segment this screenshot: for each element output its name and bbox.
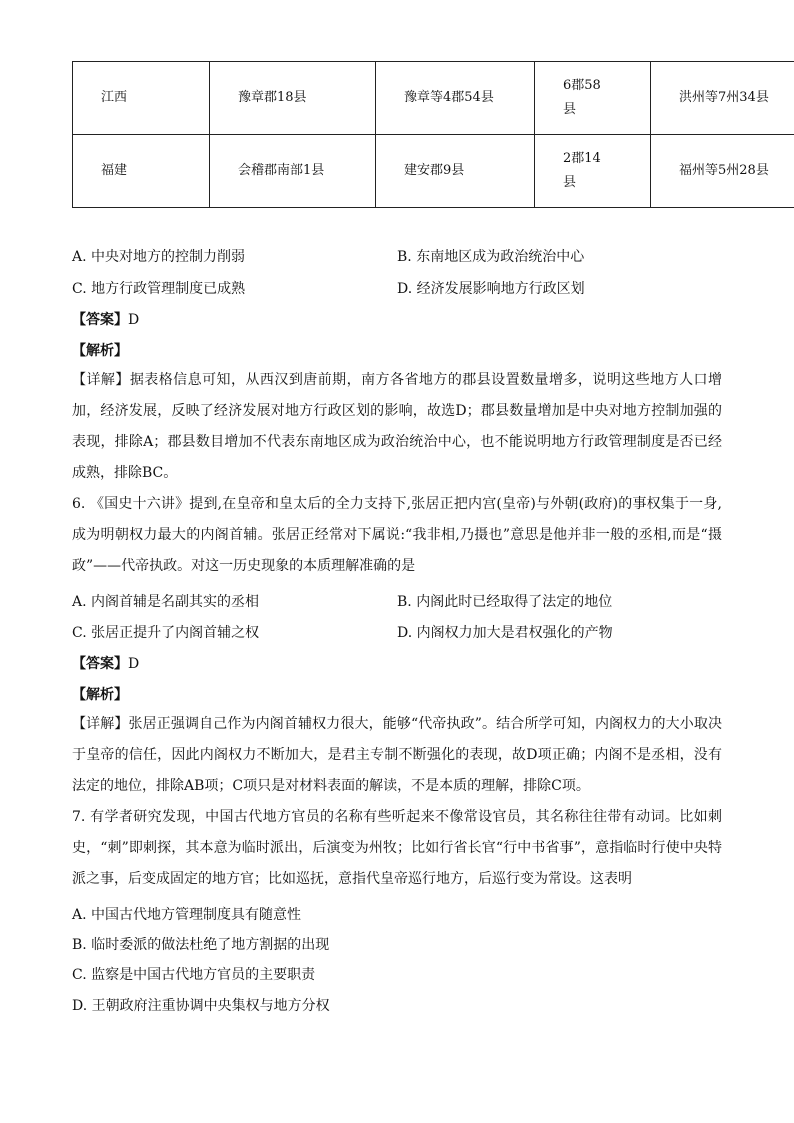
answer-value: D <box>128 312 140 328</box>
q5-answer <box>72 309 139 329</box>
q6-option-a: A. 内阁首辅是名副其实的丞相 <box>72 594 260 610</box>
table-cell: 洪州等7州34县 <box>651 62 794 135</box>
q6-detail: 【详解】张居正强调自己作为内阁首辅权力很大，能够“代帝执政”。结合所学可知，内阁权力的大小取决于皇帝的信任，因此内阁权力不断加大，是君主专制不断强化的表现，故D项正确；内阁不是丞相，没有法定的地位，排除AB项；C项只是对材料表面的解读，不是本质的理解，排除C项。 <box>72 716 722 794</box>
table-cell: 2郡14县 <box>535 135 651 208</box>
q7-option-a: A. 中国古代地方管理制度具有随意性 <box>72 907 302 923</box>
q5-option-b: B. 东南地区成为政治统治中心 <box>397 249 585 265</box>
county-table <box>72 61 794 208</box>
q5-detail: 【详解】据表格信息可知，从西汉到唐前期，南方各省地方的郡县设置数量增多，说明这些地方人口增加，经济发展，反映了经济发展对地方行政区划的影响，故选D；郡县数量增加是中央对地方控制加强的表现，排除A；郡县数目增加不代表东南地区成为政治统治中心，也不能说明地方行政管理制度是否已经成熟，排除BC。 <box>72 372 722 481</box>
table-cell: 福州等5州28县 <box>651 135 794 208</box>
q6-option-b: B. 内阁此时已经取得了法定的地位 <box>397 594 613 610</box>
table-cell: 豫章等4郡54县 <box>376 62 535 135</box>
table-cell: 建安郡9县 <box>376 135 535 208</box>
q5-option-a: A. 中央对地方的控制力削弱 <box>72 249 246 265</box>
table-cell: 6郡58县 <box>535 62 651 135</box>
q6-option-d: D. 内阁权力加大是君权强化的产物 <box>397 625 613 641</box>
q5-option-d: D. 经济发展影响地方行政区划 <box>397 281 585 297</box>
q6-stem: 6. 《国史十六讲》提到,在皇帝和皇太后的全力支持下,张居正把内宫(皇帝)与外朝(政府)的事权集于一身,成为明朝权力最大的内阁首辅。张居正经常对下属说:“我非相,乃摄也”意思是他并非一般的丞相,而是“摄政”——代帝执政。对这一历史现象的本质理解准确的是 <box>72 496 722 574</box>
q6-answer <box>72 653 139 673</box>
table-cell: 江西 <box>73 62 210 135</box>
q7-stem: 7. 有学者研究发现，中国古代地方官员的名称有些听起来不像常设官员，其名称往往带有动词。比如刺史，“刺”即刺探，其本意为临时派出，后演变为州牧；比如行省长官“行中书省事”，意指临时行使中央特派之事，后变成固定的地方官；比如巡抚，意指代皇帝巡行地方，后巡行变为常设。这表明 <box>72 809 722 887</box>
answer-label: 【答案】 <box>72 312 128 328</box>
q5-option-c: C. 地方行政管理制度已成熟 <box>72 281 246 297</box>
q7-option-c: C. 监察是中国古代地方官员的主要职责 <box>72 967 316 983</box>
q6-analysis-label: 【解析】 <box>72 687 128 703</box>
q5-analysis-label: 【解析】 <box>72 343 128 359</box>
table-cell: 豫章郡18县 <box>210 62 376 135</box>
answer-label: 【答案】 <box>72 656 128 672</box>
answer-value: D <box>128 656 140 672</box>
table-row <box>73 62 794 135</box>
q7-option-b: B. 临时委派的做法杜绝了地方割据的出现 <box>72 937 330 953</box>
table-cell: 会稽郡南部1县 <box>210 135 376 208</box>
q6-option-c: C. 张居正提升了内阁首辅之权 <box>72 625 260 641</box>
table-cell: 福建 <box>73 135 210 208</box>
table-row <box>73 135 794 208</box>
q7-option-d: D. 王朝政府注重协调中央集权与地方分权 <box>72 998 330 1014</box>
